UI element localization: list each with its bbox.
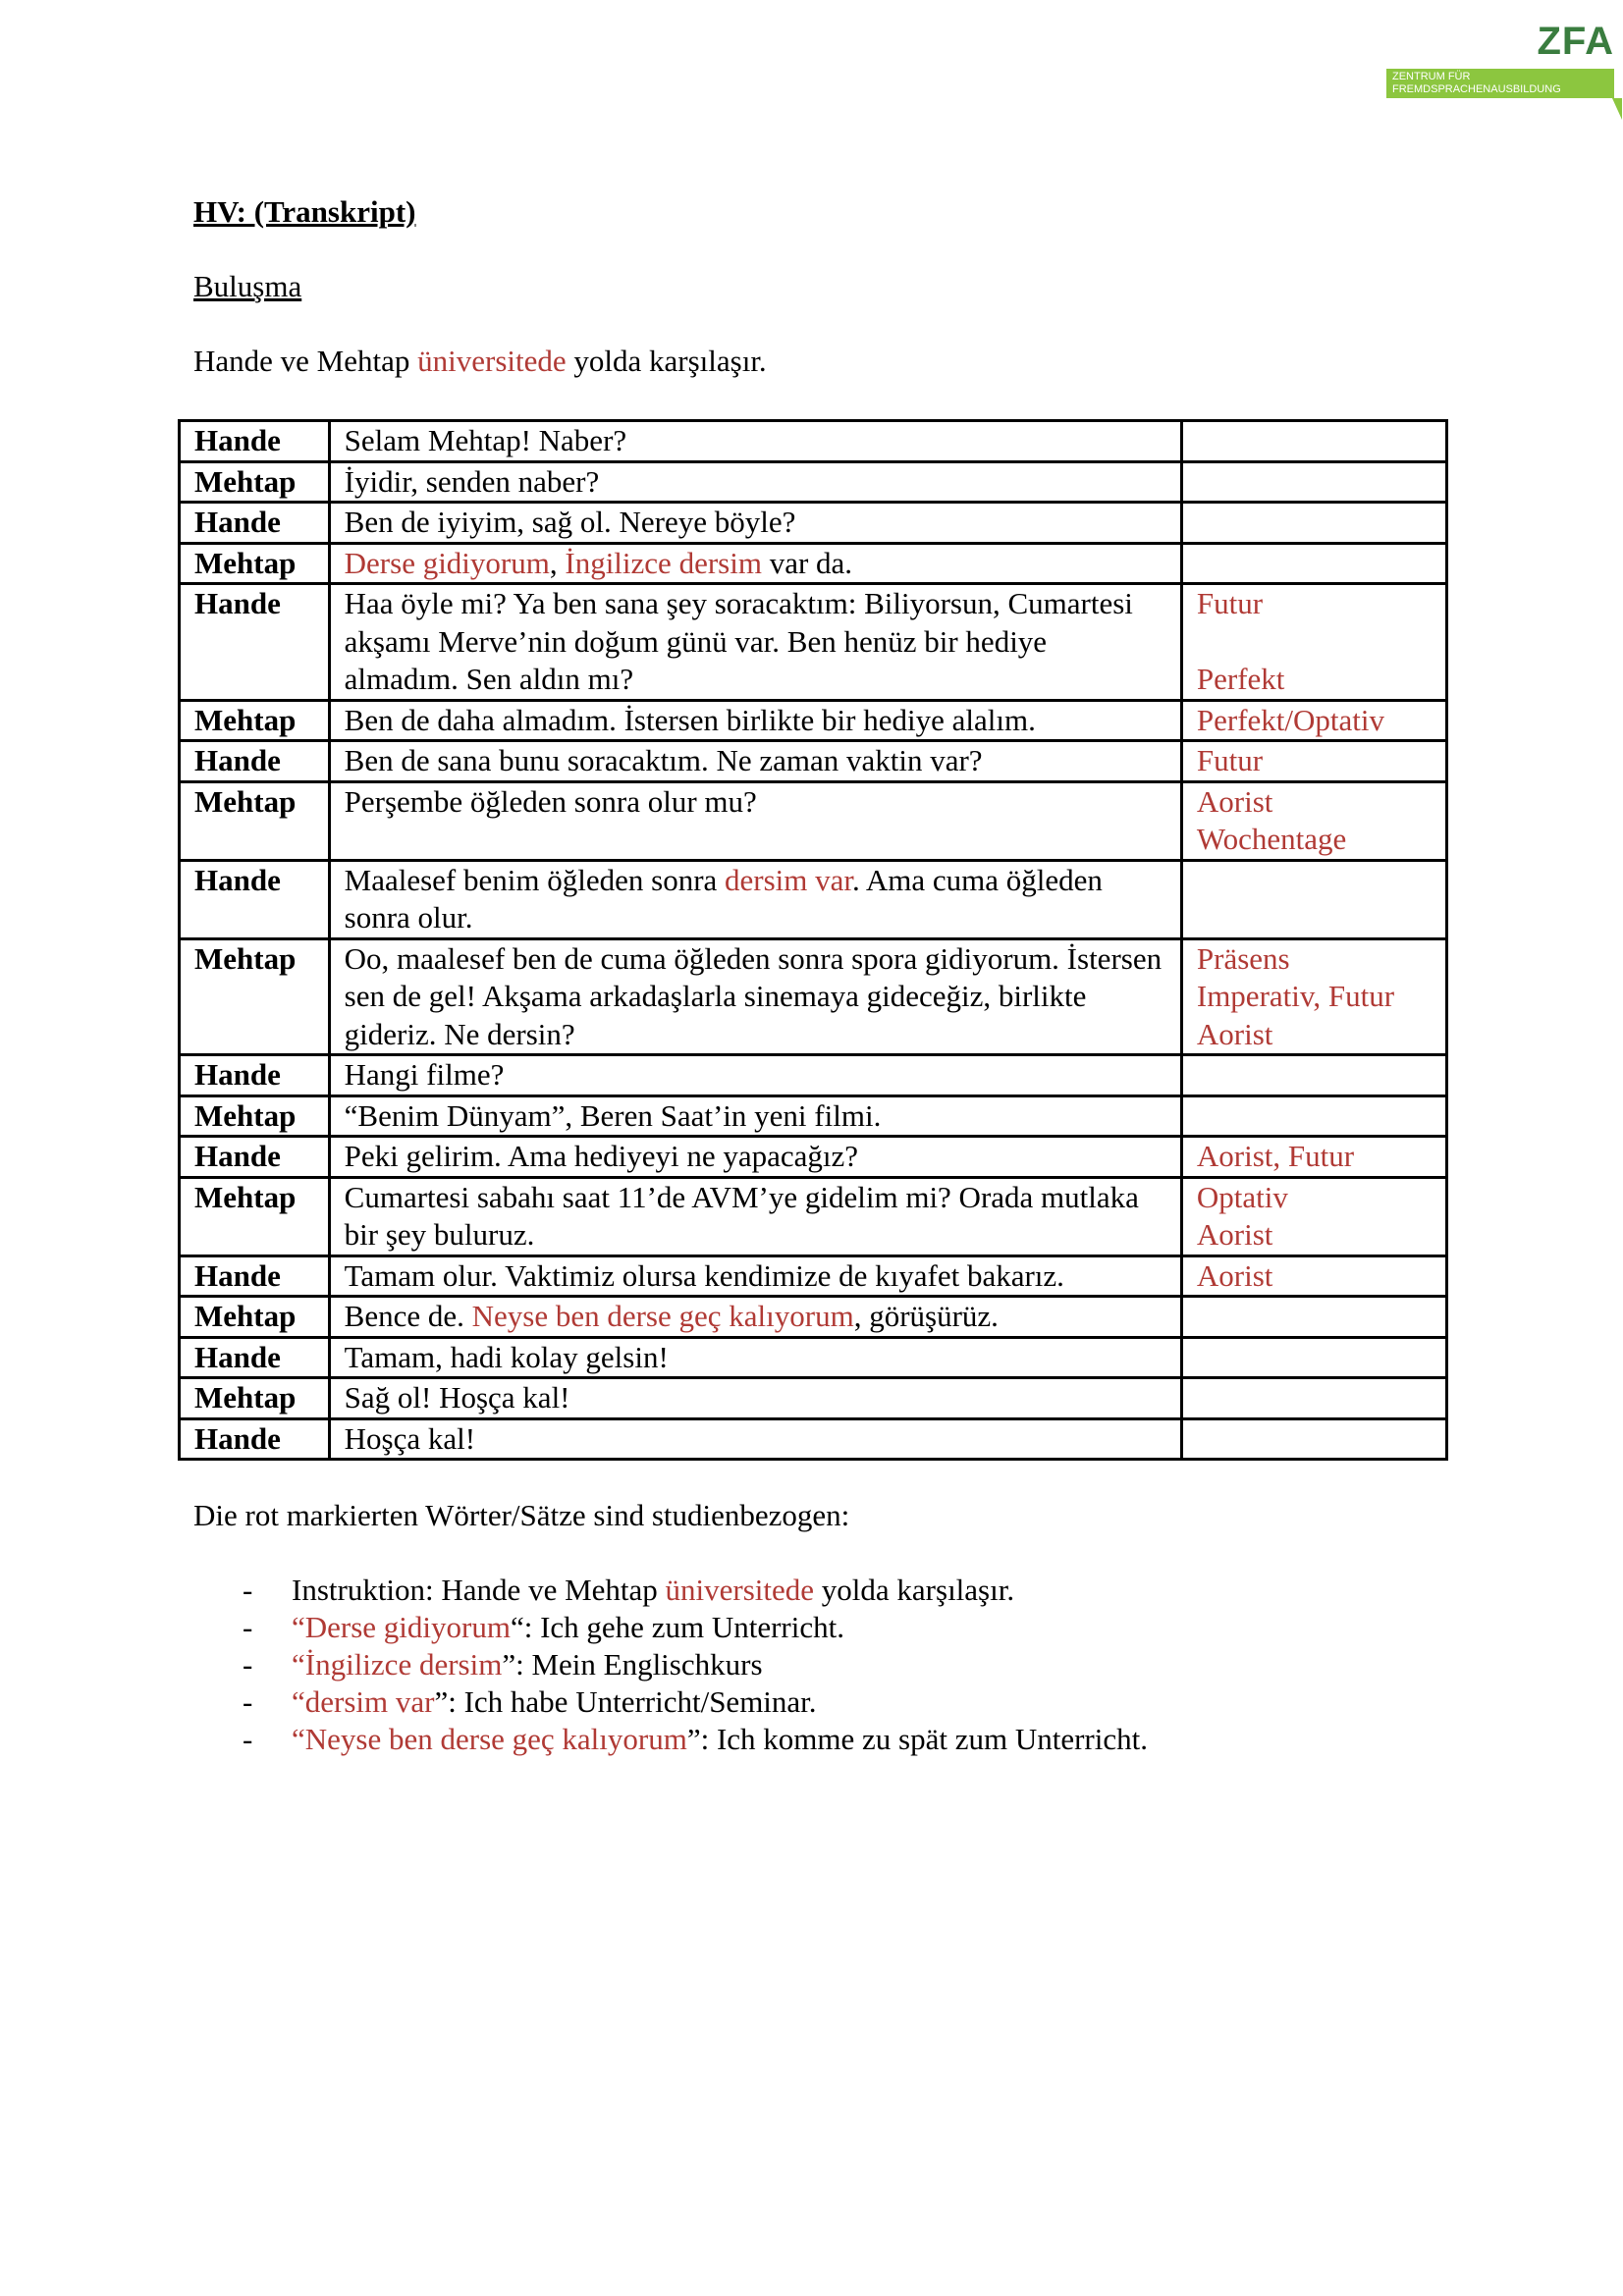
dialogue-line xyxy=(329,1418,1181,1460)
transcript-table xyxy=(178,419,1448,1461)
transcript-row xyxy=(180,700,1447,741)
bullet-dash: - xyxy=(243,1684,253,1719)
grammar-note xyxy=(1181,938,1446,1055)
speaker-name: Mehtap xyxy=(180,938,330,1055)
intro-after: yolda karşılaşır. xyxy=(566,344,767,378)
speaker-name: Hande xyxy=(180,741,330,782)
grammar-note xyxy=(1181,1337,1446,1378)
text-segment: var da. xyxy=(761,545,853,580)
speaker-name: Hande xyxy=(180,503,330,544)
text-segment: Oo, maalesef ben de cuma öğleden sonra spora gidiyorum. İstersen sen de gel! Akşama arkadaşlarla sinemaya gideceğiz, birlikte gideriz. Ne dersin? xyxy=(344,940,1163,1051)
text-segment: , görüşürüz. xyxy=(853,1299,999,1333)
dialogue-line xyxy=(329,1337,1181,1378)
transcript-row xyxy=(180,421,1447,462)
speaker-name: Hande xyxy=(180,1137,330,1178)
section-title: Buluşma xyxy=(193,269,302,303)
text-segment: Peki gelirim. Ama hediyeyi ne yapacağız? xyxy=(344,1139,859,1173)
highlighted-text: Neyse ben derse geç kalıyorum xyxy=(471,1299,854,1333)
transcript-row xyxy=(180,1378,1447,1419)
bullet-dash: - xyxy=(243,1722,253,1756)
dialogue-line xyxy=(329,503,1181,544)
text-segment: Hoşça kal! xyxy=(344,1420,476,1456)
text-segment: “Benim Dünyam”, Beren Saat’in yeni filmi. xyxy=(344,1097,882,1133)
speaker-name: Hande xyxy=(180,1255,330,1297)
text-segment: Hangi filme? xyxy=(344,1057,505,1092)
dialogue-line xyxy=(329,1378,1181,1419)
text-segment: Haa öyle mi? Ya ben sana şey soracaktım: Biliyorsun, Cumartesi akşamı Merve’nin doğum günü var. Ben henüz bir hediye almadım. Sen aldın mı? xyxy=(344,586,1133,696)
text-segment: Tamam olur. Vaktimiz olursa kendimize de kıyafet bakarız. xyxy=(344,1257,1064,1293)
grammar-note xyxy=(1181,1255,1446,1297)
transcript-body xyxy=(180,421,1447,1460)
text-segment: Perşembe öğleden sonra olur mu? xyxy=(344,783,757,819)
text-segment: yolda karşılaşır. xyxy=(814,1573,1015,1607)
grammar-note xyxy=(1181,781,1446,860)
text-segment: Tamam, hadi kolay gelsin! xyxy=(344,1339,669,1374)
dialogue-line xyxy=(329,938,1181,1055)
legend xyxy=(193,1497,1470,1758)
text-segment: Ben de iyiyim, sağ ol. Nereye böyle? xyxy=(344,505,796,539)
text-segment: , xyxy=(549,545,566,580)
text-segment: Maalesef benim öğleden sonra xyxy=(344,862,726,897)
intro-before: Hande ve Mehtap xyxy=(193,344,418,378)
highlighted-text: üniversitede xyxy=(665,1573,815,1607)
transcript-row xyxy=(180,741,1447,782)
legend-item xyxy=(193,1721,1470,1758)
page-title: HV: (Transkript) xyxy=(193,194,416,229)
transcript-row xyxy=(180,1418,1447,1460)
grammar-note-line: Perfekt/Optativ xyxy=(1196,702,1384,737)
grammar-note xyxy=(1181,1378,1446,1419)
dialogue-line xyxy=(329,860,1181,938)
grammar-note xyxy=(1181,421,1446,462)
logo-mark: ZFA xyxy=(1537,20,1614,63)
bullet-dash: - xyxy=(243,1610,253,1644)
grammar-note-line: Aorist xyxy=(1196,783,1273,819)
grammar-note-line: Futur xyxy=(1196,743,1264,777)
logo-banner xyxy=(1386,69,1614,98)
bullet-dash: - xyxy=(243,1647,253,1682)
speaker-name: Hande xyxy=(180,421,330,462)
grammar-note xyxy=(1181,584,1446,701)
grammar-note xyxy=(1181,741,1446,782)
transcript-row xyxy=(180,938,1447,1055)
highlighted-text: Derse gidiyorum xyxy=(344,545,550,580)
text-segment: “: Ich gehe zum Unterricht. xyxy=(510,1610,844,1644)
speaker-name: Mehtap xyxy=(180,543,330,584)
speaker-name: Mehtap xyxy=(180,1177,330,1255)
grammar-note xyxy=(1181,1177,1446,1255)
speaker-name: Mehtap xyxy=(180,1095,330,1137)
highlighted-text: “Derse gidiyorum xyxy=(292,1610,511,1644)
bullet-dash: - xyxy=(243,1573,253,1607)
grammar-note-line: Präsens xyxy=(1196,940,1290,976)
transcript-row xyxy=(180,503,1447,544)
dialogue-line xyxy=(329,1095,1181,1137)
grammar-note-line: Optativ xyxy=(1196,1179,1288,1214)
transcript-row xyxy=(180,1297,1447,1338)
dialogue-line xyxy=(329,741,1181,782)
grammar-note xyxy=(1181,1418,1446,1460)
logo-line-1: ZENTRUM FÜR xyxy=(1392,71,1471,82)
speaker-name: Hande xyxy=(180,1418,330,1460)
logo-tip xyxy=(1612,98,1622,120)
text-segment: Bence de. xyxy=(344,1299,472,1333)
transcript-row xyxy=(180,1177,1447,1255)
text-segment: Sağ ol! Hoşça kal! xyxy=(344,1380,570,1415)
legend-item xyxy=(193,1572,1470,1609)
transcript-row xyxy=(180,461,1447,503)
grammar-note-line: Aorist, Futur xyxy=(1196,1139,1355,1173)
dialogue-line xyxy=(329,1255,1181,1297)
dialogue-line xyxy=(329,1297,1181,1338)
legend-item xyxy=(193,1609,1470,1646)
transcript-row xyxy=(180,860,1447,938)
grammar-note-line: Wochentage xyxy=(1196,822,1347,856)
transcript-row xyxy=(180,781,1447,860)
transcript-row xyxy=(180,1255,1447,1297)
speaker-name: Hande xyxy=(180,584,330,701)
speaker-name: Mehtap xyxy=(180,781,330,860)
zfa-logo xyxy=(1386,20,1622,108)
grammar-note xyxy=(1181,1095,1446,1137)
transcript-row xyxy=(180,1055,1447,1096)
text-segment: Selam Mehtap! Naber? xyxy=(344,423,627,457)
grammar-note-line xyxy=(1197,623,1432,662)
text-segment: Instruktion: Hande ve Mehtap xyxy=(292,1573,666,1607)
legend-title: Die rot markierten Wörter/Sätze sind studienbezogen: xyxy=(193,1498,850,1532)
document-header xyxy=(193,191,1470,382)
legend-item xyxy=(193,1646,1470,1683)
legend-list xyxy=(193,1572,1470,1758)
dialogue-line xyxy=(329,421,1181,462)
highlighted-text: İngilizce dersim xyxy=(565,545,762,580)
text-segment: ”: Ich habe Unterricht/Seminar. xyxy=(434,1684,817,1719)
speaker-name: Mehtap xyxy=(180,700,330,741)
transcript-row xyxy=(180,1337,1447,1378)
speaker-name: Hande xyxy=(180,860,330,938)
highlighted-text: “dersim var xyxy=(292,1684,435,1719)
grammar-note-line: Perfekt xyxy=(1196,662,1285,696)
grammar-note xyxy=(1181,461,1446,503)
text-segment: İyidir, senden naber? xyxy=(344,463,600,499)
text-segment: Ben de sana bunu soracaktım. Ne zaman vaktin var? xyxy=(344,743,983,777)
dialogue-line xyxy=(329,543,1181,584)
speaker-name: Mehtap xyxy=(180,1297,330,1338)
transcript-row xyxy=(180,1137,1447,1178)
dialogue-line xyxy=(329,461,1181,503)
text-segment: Cumartesi sabahı saat 11’de AVM’ye gidelim mi? Orada mutlaka bir şey buluruz. xyxy=(344,1179,1139,1252)
dialogue-line xyxy=(329,1137,1181,1178)
intro-sentence xyxy=(193,341,1470,382)
transcript-row xyxy=(180,1095,1447,1137)
grammar-note xyxy=(1181,503,1446,544)
highlighted-text: dersim var xyxy=(725,862,853,897)
grammar-note-line: Futur xyxy=(1196,586,1264,620)
transcript-row xyxy=(180,543,1447,584)
intro-highlight: üniversitede xyxy=(417,344,567,378)
grammar-note xyxy=(1181,1055,1446,1096)
highlighted-text: “Neyse ben derse geç kalıyorum xyxy=(292,1722,687,1756)
dialogue-line xyxy=(329,584,1181,701)
text-segment: Ben de daha almadım. İstersen birlikte bir hediye alalım. xyxy=(344,702,1036,737)
text-segment: ”: Mein Englischkurs xyxy=(502,1647,763,1682)
text-segment: . Ama cuma öğleden sonra olur. xyxy=(344,862,1103,934)
speaker-name: Mehtap xyxy=(180,1378,330,1419)
dialogue-line xyxy=(329,1055,1181,1096)
grammar-note-line: Aorist xyxy=(1196,1016,1273,1051)
grammar-note xyxy=(1181,1137,1446,1178)
legend-item xyxy=(193,1683,1470,1721)
grammar-note-line: Aorist xyxy=(1196,1217,1273,1252)
speaker-name: Hande xyxy=(180,1055,330,1096)
speaker-name: Mehtap xyxy=(180,461,330,503)
grammar-note-line: Imperativ, Futur xyxy=(1196,979,1395,1013)
speaker-name: Hande xyxy=(180,1337,330,1378)
grammar-note xyxy=(1181,1297,1446,1338)
dialogue-line xyxy=(329,700,1181,741)
grammar-note-line: Aorist xyxy=(1196,1257,1273,1293)
logo-line-2: FREMDSPRACHENAUSBILDUNG xyxy=(1392,83,1561,95)
highlighted-text: “İngilizce dersim xyxy=(292,1647,503,1682)
grammar-note xyxy=(1181,860,1446,938)
grammar-note xyxy=(1181,700,1446,741)
text-segment: ”: Ich komme zu spät zum Unterricht. xyxy=(686,1722,1148,1756)
transcript-row xyxy=(180,584,1447,701)
dialogue-line xyxy=(329,1177,1181,1255)
grammar-note xyxy=(1181,543,1446,584)
dialogue-line xyxy=(329,781,1181,860)
